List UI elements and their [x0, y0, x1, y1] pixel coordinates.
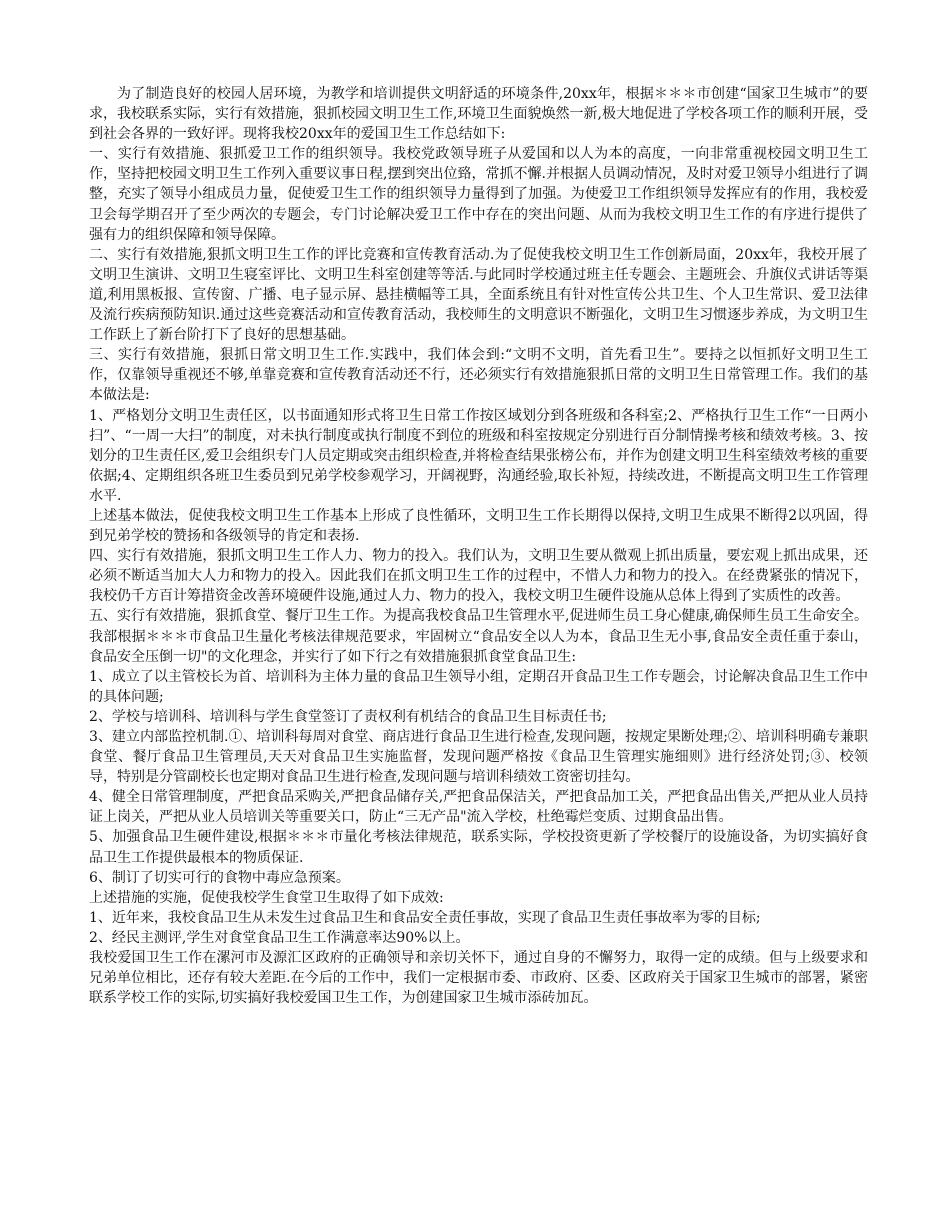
section-4-paragraph: 四、实行有效措施，狠抓文明卫生工作人力、物力的投入。我们认为，文明卫生要从微观上抓出质量，要宏观上抓出成果，还必须不断适当加大人力和物力的投入。因此我们在抓文明卫生工作的过程中，不惜人力和物力的投入。在经费紧张的情况下，我校仍千方百计筹措资金改善环境硬件设施,通过人力、物力的投入，我校文明卫生硬件设施从总体上得到了实质性的改善。 [89, 548, 868, 605]
section-5-paragraph: 五、实行有效措施，狠抓食堂、餐厅卫生工作。为提高我校食品卫生管理水平,促进师生员工身心健康,确保师生员工生命安全。我部根据＊＊＊市食品卫生量化考核法律规范要求，牢固树立“食品安全以人为本，食品卫生无小事,食品安全责任重于泰山，食品安全压倒一切"的文化理念，并实行了如下行之有效措施狠抓食堂食品卫生: [89, 608, 868, 665]
section-3-methods-paragraph: 1、严格划分文明卫生责任区，以书面通知形式将卫生日常工作按区域划分到各班级和各科室;2、严格执行卫生工作“一日两小扫”、“一周一大扫”的制度，对未执行制度或执行制度不到位的班级和科室按规定分别进行百分制情操考核和绩效考核。3、按划分的卫生责任区,爱卫会组织专门人员定期或突击组织检查,并将检查结果张榜公布，并作为创建文明卫生科室绩效考核的重要依据;4、定期组织各班卫生委员到兄弟学校参观学习，开阔视野，沟通经验,取长补短，持续改进，不断提高文明卫生工作管理水平. [89, 407, 868, 504]
results-intro-paragraph: 上述措施的实施，促使我校学生食堂卫生取得了如下成效: [89, 889, 444, 906]
measure-item-2: 2、学校与培训科、培训科与学生食堂签订了责权利有机结合的食品卫生目标责任书; [89, 708, 607, 725]
section-2-paragraph: 二、实行有效措施,狠抓文明卫生工作的评比竞赛和宣传教育活动.为了促使我校文明卫生工作创新局面，20xx年，我校开展了文明卫生演讲、文明卫生寝室评比、文明卫生科室创建等等活.与此同时学校通过班主任专题会、主题班会、升旗仪式讲话等渠道,利用黑板报、宣传窗、广播、电子显示屏、悬挂横幅等工具，全面系统且有针对性宣传公共卫生、个人卫生常识、爱卫法律及流行疾病预防知识.通过这些竞赛活动和宣传教育活动，我校师生的文明意识不断强化，文明卫生习惯逐步养成，为文明卫生工作跃上了新台阶打下了良好的思想基础。 [89, 246, 868, 344]
measure-item-3: 3、建立内部监控机制.①、培训科每周对食堂、商店进行食品卫生进行检查,发现问题，按规定果断处理;②、培训科明确专兼职食堂、餐厅食品卫生管理员,天天对食品卫生实施监督，发现问题严格按《食品卫生管理实施细则》进行经济处罚;③、校领导，特别是分管副校长也定期对食品卫生进行检查,发现问题与培训科绩效工资密切挂勾。 [89, 729, 868, 786]
result-item-1: 1、近年来，我校食品卫生从未发生过食品卫生和食品安全责任事故，实现了食品卫生责任事故率为零的目标; [89, 909, 761, 926]
measure-item-4: 4、健全日常管理制度，严把食品采购关,严把食品储存关,严把食品保洁关，严把食品加工关，严把食品出售关,严把从业人员持证上岗关，严把从业人员培训关等重要关口，防止“三无产品"流入学校，杜绝霉烂变质、过期食品出售。 [89, 789, 868, 826]
result-item-2: 2、经民主测评,学生对食堂食品卫生工作满意率达90%以上。 [89, 929, 470, 946]
measure-item-5: 5、加强食品卫生硬件建设,根据＊＊＊市量化考核法律规范，联系实际，学校投资更新了学校餐厅的设施设备，为切实搞好食品卫生工作提供最根本的物质保证. [89, 829, 868, 866]
intro-paragraph: 为了制造良好的校园人居环境，为教学和培训提供文明舒适的环境条件,20xx年，根据＊＊＊市创建“国家卫生城市”的要求，我校联系实际，实行有效措施，狠抓校园文明卫生工作,环境卫生面貌焕然一新,极大地促进了学校各项工作的顺利开展，受到社会各界的一致好评。现将我校20xx年的爱国卫生工作总结如下: [89, 86, 868, 143]
measure-item-6: 6、制订了切实可行的食物中毒应急预案。 [89, 869, 350, 886]
section-1-paragraph: 一、实行有效措施、狠抓爱卫工作的组织领导。我校党政领导班子从爱国和以人为本的高度，一向非常重视校园文明卫生工作，坚持把校园文明卫生工作列入重要议事日程,摆到突出位臵，常抓不懈.并根据人员调动情况，及时对爱卫领导小组进行了调整，充实了领导小组成员力量，促使爱卫生工作的组织领导力量得到了加强。为使爱卫工作组织领导发挥应有的作用，我校爱卫会每学期召开了至少两次的专题会，专门讨论解决爱卫工作中存在的突出问题、从而为我校文明卫生工作的有序进行提供了强有力的组织保障和领导保障。 [89, 146, 868, 243]
section-3-paragraph: 三、实行有效措施，狠抓日常文明卫生工作.实践中，我们体会到:“文明不文明，首先看卫生”。要持之以恒抓好文明卫生工作，仅靠领导重视还不够,单靠竞赛和宣传教育活动还不行，还必须实行有效措施狠抓日常的文明卫生日常管理工作。我们的基本做法是: [89, 347, 868, 404]
conclusion-paragraph: 我校爱国卫生工作在漯河市及源汇区政府的正确领导和亲切关怀下，通过自身的不懈努力，取得一定的成绩。但与上级要求和兄弟单位相比，还存有较大差距.在今后的工作中，我们一定根据市委、市政府、区委、区政府关于国家卫生城市的部署，紧密联系学校工作的实际,切实搞好我校爱国卫生工作，为创建国家卫生城市添砖加瓦。 [89, 950, 868, 1007]
section-3-summary-paragraph: 上述基本做法，促使我校文明卫生工作基本上形成了良性循环，文明卫生工作长期得以保持,文明卫生成果不断得2以巩固，得到兄弟学校的赞扬和各级领导的肯定和表扬. [89, 507, 868, 545]
measure-item-1: 1、成立了以主管校长为首、培训科为主体力量的食品卫生领导小组，定期召开食品卫生工作专题会，讨论解决食品卫生工作中的具体问题; [89, 668, 868, 705]
